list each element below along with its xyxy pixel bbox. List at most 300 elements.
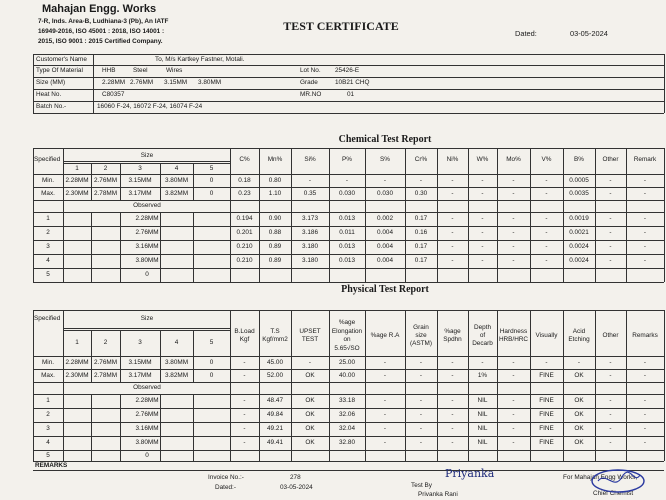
header-row-line [33,89,664,90]
chem-max-size: 3.82MM [164,190,189,197]
chem-min-value: - [545,177,548,184]
chem-row-value: 0.16 [414,229,428,236]
phys-row-value: - [383,425,387,432]
chem-row-value: - [481,229,484,236]
chem-row-size: 0 [145,271,149,278]
chem-row-value: - [512,215,515,222]
chem-size-num: 3 [138,165,142,172]
phys-observed-label: Observed [133,384,161,391]
company-cert-line-1: 16949-2016, ISO 45001 : 2018, ISO 14001 : [38,28,165,35]
chem-row-value: - [609,243,612,250]
phys-col-header: Kgf [239,336,250,344]
phys-row-value: - [512,439,515,446]
heat-label: Heat No. [36,91,62,98]
phys-row-value: FINE [539,439,554,446]
chief-chemist-label: Chief Chemist [593,490,634,497]
phys-row-value: NIL [477,411,488,418]
phys-col-line [626,310,627,461]
phys-min-value: - [577,359,581,366]
lot-label: Lot No. [300,67,321,74]
chem-row-value: - [643,243,647,250]
chem-row-value: 0.004 [377,243,393,250]
chem-row-value: - [545,215,548,222]
chem-min-size: 2.28MM [65,177,89,184]
phys-row-value: - [512,397,515,404]
chem-col-header: Ni% [446,156,459,163]
size-label: Size (MM) [36,79,66,86]
chem-row-value: - [512,257,515,264]
chem-col-line [563,148,564,282]
header-border-right [664,54,665,113]
phys-max-value: 1% [477,372,488,379]
chem-row-line [33,212,664,213]
grade-label: Grade [300,79,318,86]
chem-row-size: 3.80MM [135,257,159,264]
phys-max-value: 40.00 [339,372,355,379]
chem-col-line [626,148,627,282]
phys-row-number: 4 [46,439,50,446]
chem-row-value: - [512,229,515,236]
chem-max-value: - [643,190,647,197]
phys-min-value: - [383,359,387,366]
chem-max-size: 2.78MM [93,190,118,197]
for-company-label: For Mahajan Engg Works, [563,474,638,481]
phys-row-value: FINE [539,397,554,404]
chem-col-line [530,148,531,282]
document-title: TEST CERTIFICATE [283,19,399,33]
chem-row-value: 0.004 [377,229,393,236]
chem-min-value: 0.80 [268,177,282,184]
material-value: Wires [166,67,183,74]
chem-min-size: 2.76MM [93,177,118,184]
phys-col-line [230,310,231,461]
phys-min-value: 45.00 [267,359,283,366]
phys-col-header: B.Load [234,327,255,335]
phys-size-col-line [193,330,194,382]
phys-row-value: - [243,425,246,432]
chem-row-value: - [451,243,454,250]
chem-max-size: 3.17MM [128,190,152,197]
phys-row-value: OK [305,411,315,418]
phys-row-value: 32.04 [339,425,355,432]
phys-row-value: 32.06 [339,411,355,418]
chem-row-number: 4 [46,257,50,264]
chem-min-value: - [345,177,349,184]
chem-col-header: P% [342,156,352,163]
phys-col-header: Grain [413,323,429,331]
phys-row-size: 2.28MM [135,397,159,404]
phys-max-size: 0 [209,372,214,379]
chem-col-header: Mn% [267,156,283,163]
phys-col-line [437,310,438,461]
phys-col-line [530,310,531,461]
phys-row-value: - [643,411,647,418]
phys-row-size: 3.80MM [135,439,159,446]
phys-row-line [33,394,664,395]
material-value: HHB [102,67,116,74]
phys-row-size: 2.76MM [135,411,159,418]
phys-min-value: - [609,359,612,366]
phys-max-size: 3.82MM [164,372,189,379]
mrno-value: 01 [347,91,355,98]
chem-border-left [33,148,34,282]
phys-row-value: OK [574,439,584,446]
chem-col-line [468,148,469,282]
chem-min-value: - [308,177,312,184]
chem-row-value: - [643,229,647,236]
test-by-signature: Priyanka [445,467,495,480]
chem-col-line [259,148,260,282]
chem-min-size: 3.15MM [128,177,152,184]
phys-col-header: UPSET [299,327,321,335]
chem-col-header: W% [476,156,489,163]
phys-min-value: - [512,359,515,366]
chem-row-value: 3.180 [302,257,318,264]
chem-report-title: Chemical Test Report [338,134,432,145]
phys-col-line [405,310,406,461]
phys-min-size: 3.15MM [128,359,152,366]
chem-col-header: Cr% [414,156,428,163]
chem-max-value: - [451,190,454,197]
phys-max-value: - [512,372,515,379]
customer-value: To, M/s Kartkey Fastner, Motali. [155,56,245,63]
chem-row-line [33,282,664,283]
chem-row-value: 3.186 [302,229,318,236]
phys-row-value: 49.84 [267,411,283,418]
phys-col-header: on [343,336,351,344]
phys-col-line [291,310,292,461]
header-row-line [33,65,664,66]
phys-table-top [33,310,664,311]
chem-row-value: 0.90 [268,215,282,222]
phys-min-size: 3.80MM [164,359,189,366]
chem-col-header: V% [541,156,552,163]
chem-row-value: - [481,257,484,264]
chem-size-num: 4 [174,165,179,172]
chem-row-size: 3.16MM [135,243,159,250]
phys-col-header: Elongation [331,327,363,335]
phys-row-value: OK [305,397,315,404]
phys-col-header: T.S [270,327,280,335]
chem-row-value: 0.004 [377,257,393,264]
phys-row-value: - [451,425,454,432]
invoice-value: 278 [290,474,301,481]
test-by-name: Privanka Rani [418,491,458,498]
phys-size-rule [63,328,230,329]
phys-size-col-line [193,394,194,461]
phys-col-header: %age R.A [370,332,400,339]
phys-max-label: Max. [41,372,55,379]
phys-row-value: OK [574,425,584,432]
phys-row-value: OK [305,439,315,446]
phys-row-value: - [451,439,454,446]
phys-size-col-line [91,330,92,382]
phys-col-line [259,310,260,461]
phys-specified-label: Specified [34,315,61,322]
phys-col-header: size [415,332,427,339]
phys-row-value: - [383,397,387,404]
chem-size-rule [63,161,230,162]
phys-row-line [33,408,664,409]
phys-col-header: 5.65√SO [334,344,360,352]
phys-row-value: - [419,411,423,418]
dated-value: 03-05-2024 [570,29,608,38]
phys-size-num: 4 [174,339,179,346]
chem-row-value: 0.002 [377,215,393,222]
chem-max-label: Max. [41,190,55,197]
phys-row-value: - [243,397,246,404]
phys-min-value: 25.00 [339,359,355,366]
chem-max-size: 2.30MM [65,190,89,197]
phys-max-value: - [451,372,454,379]
phys-row-value: - [383,411,387,418]
phys-row-line [33,356,664,357]
heat-value: C80357 [102,91,125,98]
phys-size-col-line [160,394,161,461]
chem-size-header: Size [140,152,154,159]
phys-max-value: - [419,372,423,379]
phys-max-value: - [243,372,246,379]
phys-row-line [33,461,664,462]
chem-max-value: 1.10 [268,190,282,197]
chem-row-value: - [451,215,454,222]
chem-col-header: Other [602,156,619,163]
phys-row-value: OK [305,425,315,432]
chem-row-value: - [545,243,548,250]
phys-col-header: (ASTM) [409,340,433,348]
phys-size-col-line [63,330,64,461]
footer-dated-value: 03-05-2024 [280,484,313,491]
phys-row-number: 5 [46,452,50,459]
company-cert-line-2: 2015, ISO 9001 : 2015 Certified Company. [38,38,163,45]
phys-row-line [33,382,664,383]
phys-max-value: OK [305,372,315,379]
chem-row-line [33,174,664,175]
chem-max-value: - [512,190,515,197]
phys-row-value: - [512,425,515,432]
phys-min-value: - [643,359,647,366]
chem-row-value: - [451,229,454,236]
chem-size-col-line [160,163,161,200]
header-border-left [33,54,34,113]
chem-row-value: - [481,215,484,222]
phys-col-line [497,310,498,461]
phys-col-line [595,310,596,461]
chem-min-size: 0 [209,177,214,184]
chem-row-value: 0.88 [268,229,282,236]
phys-row-value: 48.47 [267,397,283,404]
test-by-label: Test By [411,482,432,489]
chem-table-top [33,148,664,149]
size-value: 3.15MM [164,79,188,86]
chem-size-col-line [91,212,92,282]
phys-col-header: Etching [568,336,590,344]
chem-row-value: 3.180 [302,243,318,250]
chem-size-col-line [193,212,194,282]
chem-col-header: Remark [633,156,657,163]
chem-col-header: Mo% [506,156,521,163]
phys-row-size: 0 [145,452,149,459]
chem-min-value: - [419,177,423,184]
chem-row-value: - [545,257,548,264]
chem-min-value: - [481,177,484,184]
phys-row-value: FINE [539,425,554,432]
phys-max-value: OK [574,372,584,379]
company-name: Mahajan Engg. Works [42,3,157,15]
chem-min-value: - [451,177,454,184]
phys-num-rule [63,330,230,331]
chem-spec-col-line [63,148,64,163]
chem-min-value: - [609,177,612,184]
header-row-line [33,54,664,55]
phys-col-header: Depth [473,323,492,331]
remarks-divider [33,470,664,471]
phys-min-value: - [545,359,548,366]
phys-spec-col-line [63,310,64,330]
chem-row-line [33,226,664,227]
chem-min-value: - [383,177,387,184]
phys-min-value: - [243,359,246,366]
phys-col-line [365,310,366,461]
chem-max-value: 0.030 [377,190,393,197]
chem-size-num: 5 [209,165,214,172]
phys-col-header: HRB/HRC [498,336,529,344]
phys-row-number: 2 [46,411,50,418]
phys-col-header: Decarb [472,340,493,348]
chem-size-col-line [91,163,92,200]
phys-min-size: 0 [209,359,214,366]
chem-col-line [329,148,330,282]
chem-max-value: 0.30 [414,190,428,197]
phys-row-value: - [419,425,423,432]
chem-size-col-line [160,212,161,282]
phys-row-value: - [383,439,387,446]
phys-row-value: - [419,397,423,404]
phys-row-line [33,369,664,370]
phys-row-value: - [451,411,454,418]
phys-row-value: - [643,397,647,404]
phys-max-value: - [383,372,387,379]
chem-col-line [230,148,231,282]
phys-min-size: 2.76MM [93,359,118,366]
chem-row-line [33,268,664,269]
invoice-label: Invoice No.:- [208,474,244,481]
phys-row-value: - [643,439,647,446]
header-row-line [33,77,664,78]
chem-size-num: 2 [103,165,108,172]
phys-report-title: Physical Test Report [341,284,429,295]
phys-min-value: - [419,359,423,366]
size-value: 2.28MM [102,79,126,86]
chem-row-value: 0.210 [236,243,253,250]
phys-col-line [563,310,564,461]
batch-value: 16060 F-24, 16072 F-24, 16074 F-24 [97,103,203,110]
chem-row-value: 0.17 [414,243,428,250]
phys-row-number: 1 [46,397,50,404]
phys-max-size: 3.17MM [128,372,152,379]
phys-size-col-line [160,330,161,382]
header-label-divider [93,54,94,113]
chem-size-col-line [120,163,121,200]
grade-value: 10B21 CHQ [335,79,370,86]
chem-row-value: 3.173 [302,215,318,222]
phys-row-size: 3.16MM [135,425,159,432]
chem-max-value: 0.23 [238,190,251,197]
phys-row-number: 3 [46,425,50,432]
phys-max-value: FINE [539,372,554,379]
chem-col-header: S% [380,156,390,163]
phys-max-size: 2.30MM [65,372,89,379]
phys-col-header: Hardness [499,327,528,335]
chem-size-col-line [120,212,121,282]
chem-border-right [664,148,665,282]
header-row-line [33,113,664,114]
chem-row-value: 0.013 [339,215,355,222]
chem-row-number: 2 [46,229,50,236]
chem-observed-label: Observed [133,202,161,209]
material-value: Steel [133,67,148,74]
remarks-label: REMARKS [35,462,68,469]
phys-size-num: 5 [209,339,214,346]
chem-row-size: 2.76MM [135,229,159,236]
chem-row-line [33,187,664,188]
phys-min-label: Min. [41,359,55,366]
chem-min-label: Min. [41,177,55,184]
batch-label: Batch No.- [36,103,67,110]
chem-row-size: 2.28MM [135,215,159,222]
phys-max-value: - [643,372,647,379]
company-address: 7-R, Inds. Area-B, Ludhiana-3 (Pb), An IATF [38,18,169,25]
phys-col-header: Kgf/mm2 [262,336,288,344]
chem-row-value: - [609,215,612,222]
phys-size-col-line [91,394,92,461]
chem-row-value: - [609,257,612,264]
phys-col-header: of [479,332,486,339]
size-value: 3.80MM [198,79,222,86]
chem-col-line [497,148,498,282]
chem-num-rule [63,163,230,164]
phys-row-value: - [609,397,612,404]
chief-chemist-signature-stamp [588,467,648,495]
customer-label: Customer's Name [36,56,87,63]
size-value: 2.76MM [130,79,154,86]
chem-row-value: 0.89 [268,257,282,264]
chem-max-value: 0.35 [303,190,317,197]
chem-col-line [595,148,596,282]
phys-row-value: NIL [477,425,488,432]
chem-col-header: B% [574,156,584,163]
phys-row-value: - [512,411,515,418]
phys-size-col-line [120,330,121,382]
phys-row-value: 32.80 [339,439,355,446]
chem-row-value: 0.011 [339,229,355,236]
chem-row-value: 0.201 [236,229,253,236]
chem-col-line [365,148,366,282]
chem-min-size: 3.80MM [164,177,189,184]
phys-size-col-line [120,394,121,461]
chem-max-value: 0.0035 [569,190,589,197]
phys-col-header: TEST [301,336,319,344]
phys-col-header: %age [338,319,356,327]
phys-row-value: - [243,411,246,418]
chem-col-header: C% [239,156,250,163]
phys-max-value: 52.00 [267,372,283,379]
phys-row-value: - [451,397,454,404]
phys-col-line [468,310,469,461]
phys-row-value: - [243,439,246,446]
phys-col-header: %age [444,327,461,335]
chem-row-line [33,200,664,201]
